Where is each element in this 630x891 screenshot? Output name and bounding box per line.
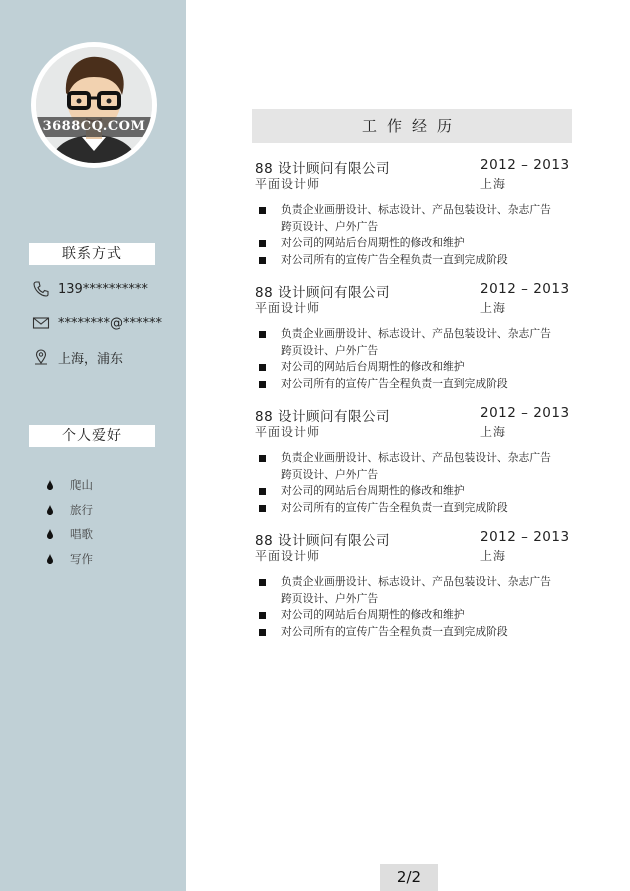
duty-list xyxy=(255,574,575,640)
duty-item xyxy=(255,326,561,359)
job-role: 平面设计师 xyxy=(255,425,321,439)
square-bullet-icon xyxy=(259,257,266,264)
hobbies-list xyxy=(46,473,93,571)
contact-phone xyxy=(32,279,148,299)
duty-item xyxy=(255,202,561,235)
square-bullet-icon xyxy=(259,488,266,495)
job-city: 上海 xyxy=(480,425,507,439)
envelope-icon xyxy=(32,314,50,332)
job-period: 2012 – 2013 xyxy=(480,405,570,421)
company-name: 88 设计顾问有限公司 xyxy=(255,285,390,301)
duty-text: 负责企业画册设计、标志设计、产品包装设计、杂志广告跨页设计、户外广告 xyxy=(281,575,551,605)
duty-text: 负责企业画册设计、标志设计、产品包装设计、杂志广告跨页设计、户外广告 xyxy=(281,327,551,357)
job-header xyxy=(255,405,575,441)
duty-item xyxy=(255,450,561,483)
job-header xyxy=(255,157,575,193)
duty-item xyxy=(255,574,561,607)
avatar-frame xyxy=(31,42,157,168)
square-bullet-icon xyxy=(259,331,266,338)
drop-bullet-icon xyxy=(46,529,54,539)
duty-text: 对公司所有的宣传广告全程负责一直到完成阶段 xyxy=(281,500,508,514)
drop-bullet-icon xyxy=(46,505,54,515)
square-bullet-icon xyxy=(259,612,266,619)
job-city: 上海 xyxy=(480,301,507,315)
avatar-illustration xyxy=(36,47,152,163)
email-address: ********@****** xyxy=(58,315,162,331)
company-name: 88 设计顾问有限公司 xyxy=(255,161,390,177)
job-city: 上海 xyxy=(480,549,507,563)
duty-text: 对公司的网站后台周期性的修改和维护 xyxy=(281,608,465,621)
job-role: 平面设计师 xyxy=(255,177,321,191)
square-bullet-icon xyxy=(259,207,266,214)
duty-item xyxy=(255,376,561,393)
company-name: 88 设计顾问有限公司 xyxy=(255,533,390,549)
square-bullet-icon xyxy=(259,381,266,388)
duty-item xyxy=(255,624,561,641)
duty-text: 对公司的网站后台周期性的修改和维护 xyxy=(281,484,465,497)
sidebar xyxy=(0,0,186,891)
duty-text: 对公司所有的宣传广告全程负责一直到完成阶段 xyxy=(281,624,508,638)
hobby-item xyxy=(46,498,93,523)
work-experience-heading: 工作经历 xyxy=(252,109,572,143)
job-entry xyxy=(255,157,575,268)
duty-list xyxy=(255,450,575,516)
contact-heading: 联系方式 xyxy=(29,243,155,265)
phone-icon xyxy=(32,280,50,298)
hobby-label: 爬山 xyxy=(70,478,93,493)
avatar xyxy=(36,47,152,163)
hobby-item xyxy=(46,547,93,572)
page-number: 2/2 xyxy=(380,864,438,891)
duty-item xyxy=(255,483,561,500)
duty-item xyxy=(255,252,561,269)
square-bullet-icon xyxy=(259,240,266,247)
job-period: 2012 – 2013 xyxy=(480,281,570,297)
company-name: 88 设计顾问有限公司 xyxy=(255,409,390,425)
job-period: 2012 – 2013 xyxy=(480,157,570,173)
contact-email xyxy=(32,313,162,333)
job-header xyxy=(255,529,575,565)
square-bullet-icon xyxy=(259,629,266,636)
duty-item xyxy=(255,607,561,624)
hobby-label: 旅行 xyxy=(70,502,93,517)
job-role: 平面设计师 xyxy=(255,549,321,563)
drop-bullet-icon xyxy=(46,480,54,490)
job-period: 2012 – 2013 xyxy=(480,529,570,545)
hobby-item xyxy=(46,522,93,547)
square-bullet-icon xyxy=(259,455,266,462)
duty-text: 负责企业画册设计、标志设计、产品包装设计、杂志广告跨页设计、户外广告 xyxy=(281,451,551,481)
duty-text: 对公司所有的宣传广告全程负责一直到完成阶段 xyxy=(281,376,508,390)
drop-bullet-icon xyxy=(46,554,54,564)
hobby-label: 写作 xyxy=(70,551,93,566)
duty-item xyxy=(255,359,561,376)
location-pin-icon xyxy=(32,348,50,366)
duty-item xyxy=(255,500,561,517)
location-text: 上海，浦东 xyxy=(58,351,124,367)
duty-item xyxy=(255,235,561,252)
hobby-item xyxy=(46,473,93,498)
square-bullet-icon xyxy=(259,579,266,586)
duty-text: 对公司的网站后台周期性的修改和维护 xyxy=(281,236,465,249)
duty-list xyxy=(255,326,575,392)
hobby-label: 唱歌 xyxy=(70,527,93,542)
job-header xyxy=(255,281,575,317)
hobbies-heading: 个人爱好 xyxy=(29,425,155,447)
contact-location xyxy=(32,347,123,367)
job-city: 上海 xyxy=(480,177,507,191)
duty-text: 对公司所有的宣传广告全程负责一直到完成阶段 xyxy=(281,252,508,266)
logo-watermark: 3688CQ.COM xyxy=(36,117,152,137)
duty-text: 对公司的网站后台周期性的修改和维护 xyxy=(281,360,465,373)
duty-list xyxy=(255,202,575,268)
square-bullet-icon xyxy=(259,505,266,512)
duty-text: 负责企业画册设计、标志设计、产品包装设计、杂志广告跨页设计、户外广告 xyxy=(281,203,551,233)
square-bullet-icon xyxy=(259,364,266,371)
job-entry xyxy=(255,281,575,392)
phone-number: 139********** xyxy=(58,281,148,297)
job-entry xyxy=(255,405,575,516)
job-role: 平面设计师 xyxy=(255,301,321,315)
job-entry xyxy=(255,529,575,640)
